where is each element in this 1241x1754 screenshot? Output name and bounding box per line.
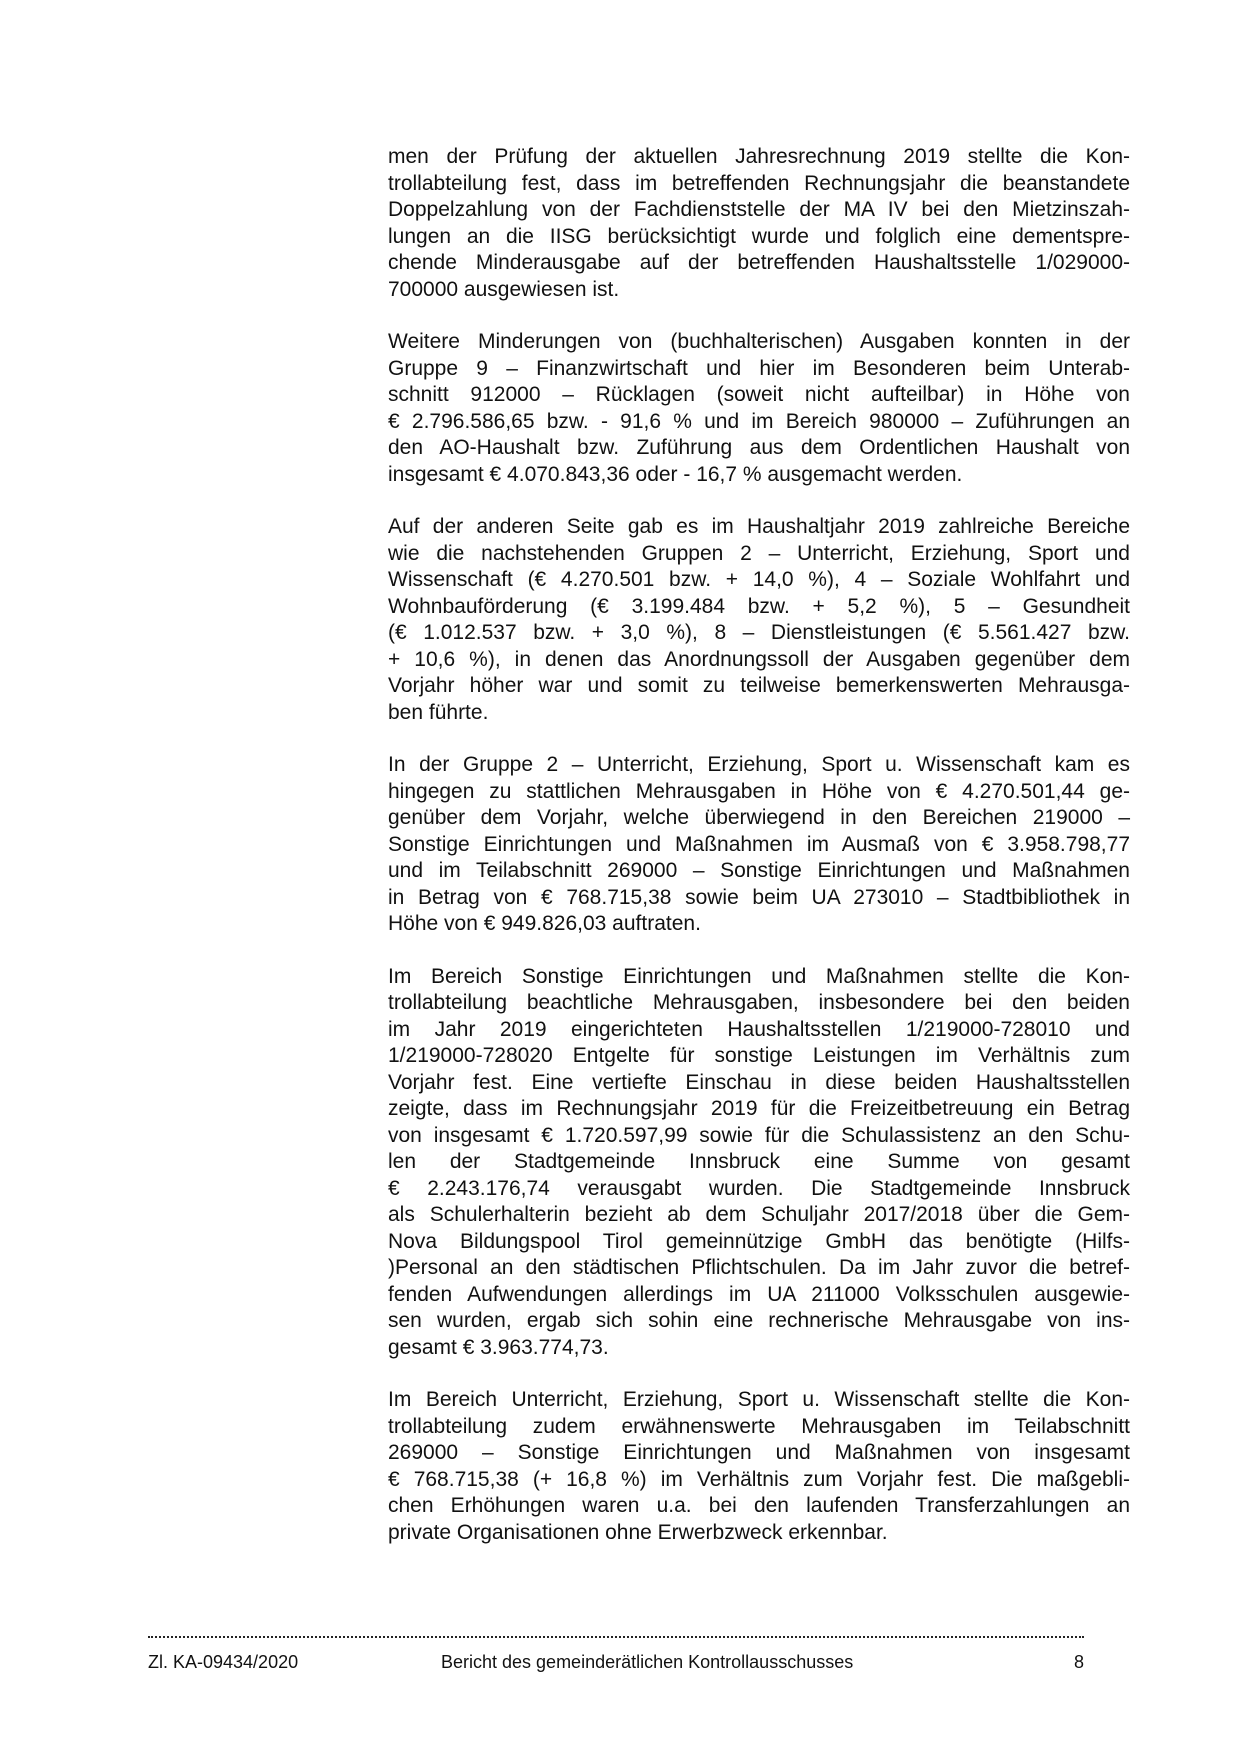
text-line: im Jahr 2019 eingerichteten Haushaltsstellen 1/219000-728010 und	[388, 1017, 1130, 1041]
paragraph	[388, 964, 1130, 1362]
footer-title: Bericht des gemeinderätlichen Kontrollausschusses	[441, 1652, 854, 1672]
paragraph	[388, 1387, 1130, 1546]
text-line: Weitere Minderungen von (buchhalterischen) Ausgaben konnten in der	[388, 330, 1130, 353]
text-line: 700000 ausgewiesen ist.	[388, 277, 620, 301]
text-line: schnitt 912000 – Rücklagen (soweit nicht aufteilbar) in Höhe von	[388, 383, 1130, 406]
text-line: € 2.796.586,65 bzw. - 91,6 % und im Bereich 980000 – Zuführungen an	[388, 409, 1130, 433]
text-line: trollabteilung zudem erwähnenswerte Mehrausgaben im Teilabschnitt	[388, 1414, 1130, 1438]
page-footer	[148, 1652, 1084, 1676]
text-line: ben führte.	[388, 700, 489, 724]
text-line: Wohnbauförderung (€ 3.199.484 bzw. + 5,2 %), 5 – Gesundheit	[388, 594, 1130, 618]
text-line: gesamt € 3.963.774,73.	[388, 1335, 609, 1359]
body-text	[388, 144, 1130, 1572]
text-line: Nova Bildungspool Tirol gemeinnützige GmbH das benötigte (Hilfs-	[388, 1229, 1130, 1253]
page-number: 8	[1073, 1652, 1084, 1672]
text-line: wie die nachstehenden Gruppen 2 – Unterricht, Erziehung, Sport und	[388, 541, 1130, 565]
text-line: Vorjahr fest. Eine vertiefte Einschau in diese beiden Haushaltsstellen	[388, 1070, 1130, 1094]
text-line: men der Prüfung der aktuellen Jahresrechnung 2019 stellte die Kon-	[388, 145, 1130, 168]
text-line: Höhe von € 949.826,03 auftraten.	[388, 912, 701, 935]
text-line: € 768.715,38 (+ 16,8 %) im Verhältnis zum Vorjahr fest. Die maßgebli-	[388, 1467, 1130, 1491]
text-line: € 2.243.176,74 verausgabt wurden. Die Stadtgemeinde Innsbruck	[388, 1176, 1130, 1200]
text-line: Sonstige Einrichtungen und Maßnahmen im Ausmaß von € 3.958.798,77	[388, 832, 1130, 856]
text-line: trollabteilung beachtliche Mehrausgaben, insbesondere bei den beiden	[388, 991, 1130, 1014]
text-line: Gruppe 9 – Finanzwirtschaft und hier im Besonderen beim Unterab-	[388, 356, 1130, 380]
text-line: private Organisationen ohne Erwerbzweck erkennbar.	[388, 1520, 888, 1544]
text-line: Doppelzahlung von der Fachdienststelle der MA IV bei den Mietzinszah-	[388, 198, 1130, 221]
text-line: genüber dem Vorjahr, welche überwiegend in den Bereichen 219000 –	[388, 806, 1130, 829]
paragraph	[388, 514, 1130, 726]
paragraph	[388, 752, 1130, 938]
text-line: In der Gruppe 2 – Unterricht, Erziehung, Sport u. Wissenschaft kam es	[388, 753, 1130, 776]
text-line: fenden Aufwendungen allerdings im UA 211000 Volksschulen ausgewie-	[388, 1282, 1130, 1306]
text-line: zeigte, dass im Rechnungsjahr 2019 für die Freizeitbetreuung ein Betrag	[388, 1097, 1130, 1120]
text-line: 1/219000-728020 Entgelte für sonstige Leistungen im Verhältnis zum	[388, 1044, 1130, 1067]
text-line: Auf der anderen Seite gab es im Haushaltjahr 2019 zahlreiche Bereiche	[388, 515, 1130, 538]
text-line: trollabteilung fest, dass im betreffenden Rechnungsjahr die beanstandete	[388, 171, 1130, 195]
text-line: als Schulerhalterin bezieht ab dem Schuljahr 2017/2018 über die Gem-	[388, 1203, 1130, 1226]
text-line: und im Teilabschnitt 269000 – Sonstige Einrichtungen und Maßnahmen	[388, 859, 1130, 882]
text-line: len der Stadtgemeinde Innsbruck eine Summe von gesamt	[388, 1150, 1130, 1173]
paragraph	[388, 144, 1130, 303]
text-line: )Personal an den städtischen Pflichtschulen. Da im Jahr zuvor die betref-	[388, 1256, 1130, 1279]
text-line: insgesamt € 4.070.843,36 oder - 16,7 % ausgemacht werden.	[388, 462, 963, 486]
text-line: chen Erhöhungen waren u.a. bei den laufenden Transferzahlungen an	[388, 1494, 1130, 1517]
text-line: chende Minderausgabe auf der betreffenden Haushaltsstelle 1/029000-	[388, 251, 1130, 274]
text-line: in Betrag von € 768.715,38 sowie beim UA 273010 – Stadtbibliothek in	[388, 885, 1130, 909]
text-line: + 10,6 %), in denen das Anordnungssoll der Ausgaben gegenüber dem	[388, 647, 1130, 671]
text-line: Im Bereich Sonstige Einrichtungen und Maßnahmen stellte die Kon-	[388, 964, 1130, 988]
text-line: sen wurden, ergab sich sohin eine rechnerische Mehrausgabe von ins-	[388, 1309, 1130, 1332]
text-line: Wissenschaft (€ 4.270.501 bzw. + 14,0 %), 4 – Soziale Wohlfahrt und	[388, 568, 1130, 591]
text-line: den AO-Haushalt bzw. Zuführung aus dem Ordentlichen Haushalt von	[388, 436, 1130, 459]
text-line: (€ 1.012.537 bzw. + 3,0 %), 8 – Dienstleistungen (€ 5.561.427 bzw.	[388, 621, 1130, 644]
text-line: hingegen zu stattlichen Mehrausgaben in Höhe von € 4.270.501,44 ge-	[388, 779, 1130, 803]
paragraph	[388, 329, 1130, 488]
text-line: Im Bereich Unterricht, Erziehung, Sport u. Wissenschaft stellte die Kon-	[388, 1388, 1130, 1411]
footer-dotted-rule	[148, 1636, 1084, 1638]
text-line: Vorjahr höher war und somit zu teilweise bemerkenswerten Mehrausga-	[388, 674, 1130, 697]
text-line: 269000 – Sonstige Einrichtungen und Maßnahmen von insgesamt	[388, 1441, 1130, 1464]
text-line: von insgesamt € 1.720.597,99 sowie für die Schulassistenz an den Schu-	[388, 1123, 1130, 1147]
footer-reference: Zl. KA-09434/2020	[148, 1652, 299, 1672]
text-line: lungen an die IISG berücksichtigt wurde und folglich eine dementspre-	[388, 224, 1130, 248]
